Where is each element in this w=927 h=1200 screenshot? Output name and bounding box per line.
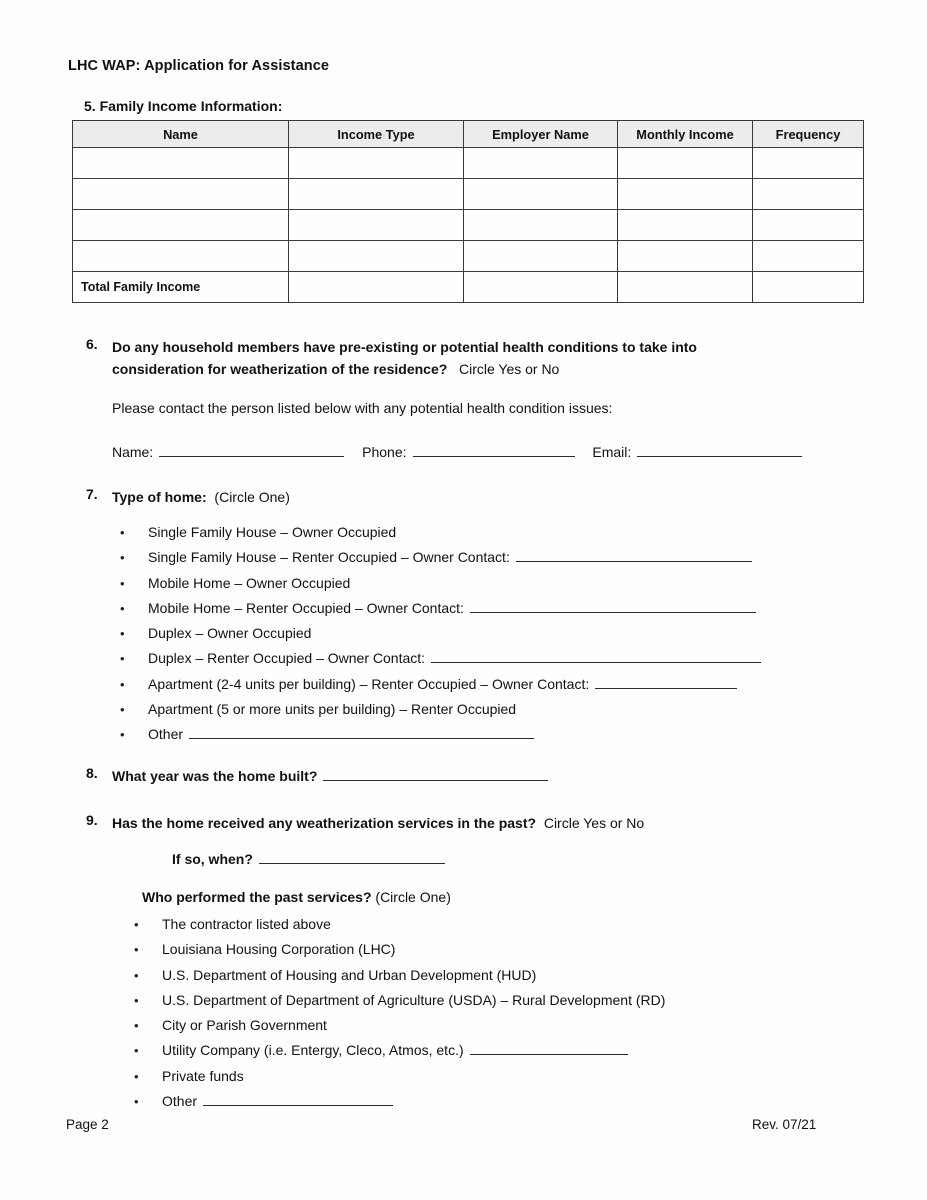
question-8-label: What year was the home built? [112, 768, 318, 784]
option-duplex-renter[interactable] [112, 646, 852, 671]
option-louisiana-housing-corporation[interactable] [126, 937, 866, 962]
question-6-circle-instruction: Circle Yes or No [458, 361, 560, 377]
section-5-heading: 5. Family Income Information: [84, 98, 283, 114]
name-field-input[interactable] [159, 443, 344, 457]
cell-income-type[interactable] [289, 148, 464, 179]
option-label: Apartment (5 or more units per building) – Renter Occupied [148, 701, 517, 718]
table-row[interactable] [73, 241, 864, 272]
cell-name[interactable] [73, 210, 289, 241]
option-label: Other [162, 1093, 198, 1110]
option-label: Utility Company (i.e. Entergy, Cleco, Atmos, etc.) [162, 1042, 464, 1059]
question-6-number: 6. [86, 336, 98, 352]
cell-monthly-income[interactable] [618, 210, 753, 241]
table-header-row [73, 121, 864, 148]
phone-field-input[interactable] [413, 443, 575, 457]
owner-contact-input[interactable] [431, 649, 761, 663]
option-single-family-renter[interactable] [112, 545, 852, 570]
owner-contact-input[interactable] [470, 599, 756, 613]
cell-name[interactable] [73, 241, 289, 272]
cell-income-type[interactable] [289, 272, 464, 303]
question-7-text [112, 486, 290, 508]
option-label: Mobile Home – Renter Occupied – Owner Contact: [148, 599, 464, 616]
cell-income-type[interactable] [289, 241, 464, 272]
column-header-employer-name: Employer Name [464, 121, 618, 148]
question-9-circle-instruction: Circle Yes or No [543, 815, 645, 831]
column-header-income-type: Income Type [289, 121, 464, 148]
who-performed-instruction: (Circle One) [375, 889, 451, 905]
option-duplex-owner[interactable] [112, 621, 852, 646]
question-6-contact-note: Please contact the person listed below with any potential health condition issues: [112, 400, 613, 416]
option-label: U.S. Department of Department of Agriculture (USDA) – Rural Development (RD) [162, 991, 666, 1008]
question-7-options [112, 520, 852, 748]
option-apartment-2-4-units[interactable] [112, 672, 852, 697]
cell-employer-name[interactable] [464, 148, 618, 179]
table-row[interactable] [73, 148, 864, 179]
question-9-label: Has the home received any weatherization services in the past? [112, 815, 537, 831]
cell-monthly-income[interactable] [618, 148, 753, 179]
option-other[interactable] [126, 1089, 866, 1114]
column-header-name: Name [73, 121, 289, 148]
document-title: LHC WAP: Application for Assistance [68, 58, 330, 74]
option-label: U.S. Department of Housing and Urban Development (HUD) [162, 966, 537, 983]
option-contractor-listed-above[interactable] [126, 912, 866, 937]
question-7-circle-instruction: (Circle One) [214, 489, 290, 505]
option-label: Mobile Home – Owner Occupied [148, 574, 351, 591]
question-9-if-so-when [172, 848, 445, 870]
table-total-row[interactable] [73, 272, 864, 303]
option-label: Other [148, 726, 184, 743]
option-utility-company[interactable] [126, 1038, 866, 1063]
option-label: Single Family House – Owner Occupied [148, 524, 397, 540]
cell-monthly-income[interactable] [618, 241, 753, 272]
cell-employer-name[interactable] [464, 179, 618, 210]
cell-name[interactable] [73, 148, 289, 179]
question-6-line2: consideration for weatherization of the residence? [112, 361, 448, 377]
option-label: Private funds [162, 1067, 244, 1084]
phone-field-label: Phone: [362, 444, 407, 460]
question-6-contact-fields [112, 443, 802, 460]
column-header-monthly-income: Monthly Income [618, 121, 753, 148]
option-label: City or Parish Government [162, 1017, 327, 1034]
cell-income-type[interactable] [289, 210, 464, 241]
option-label: Single Family House – Renter Occupied – Owner Contact: [148, 549, 510, 566]
owner-contact-input[interactable] [516, 548, 752, 562]
table-row[interactable] [73, 179, 864, 210]
cell-monthly-income[interactable] [618, 272, 753, 303]
cell-frequency[interactable] [753, 272, 864, 303]
question-7-number: 7. [86, 486, 98, 502]
question-8-text [112, 765, 548, 787]
cell-frequency[interactable] [753, 210, 864, 241]
cell-monthly-income[interactable] [618, 179, 753, 210]
question-7-label: Type of home: [112, 489, 207, 505]
question-9-number: 9. [86, 812, 98, 828]
email-field-input[interactable] [637, 443, 802, 457]
option-usda-rural-development[interactable] [126, 988, 866, 1013]
option-label: Louisiana Housing Corporation (LHC) [162, 941, 396, 958]
cell-employer-name[interactable] [464, 272, 618, 303]
question-9-text [112, 812, 644, 834]
option-label: Duplex – Owner Occupied [148, 625, 312, 642]
other-input[interactable] [203, 1092, 393, 1106]
cell-frequency[interactable] [753, 148, 864, 179]
question-9-who-performed [142, 886, 451, 908]
question-9-options [126, 912, 866, 1114]
question-6-text [112, 336, 852, 380]
total-family-income-label: Total Family Income [73, 272, 289, 303]
option-label: Duplex – Renter Occupied – Owner Contact: [148, 650, 426, 667]
revision-footer: Rev. 07/21 [752, 1117, 817, 1132]
other-input[interactable] [189, 725, 534, 739]
year-built-input[interactable] [323, 767, 548, 781]
option-mobile-home-renter[interactable] [112, 596, 852, 621]
option-label: Apartment (2-4 units per building) – Renter Occupied – Owner Contact: [148, 675, 590, 692]
option-other[interactable] [112, 722, 852, 747]
option-city-or-parish-government[interactable] [126, 1013, 866, 1038]
option-mobile-home-owner[interactable] [112, 571, 852, 596]
who-performed-label: Who performed the past services? [142, 889, 372, 905]
page-number-footer: Page 2 [66, 1117, 109, 1132]
cell-name[interactable] [73, 179, 289, 210]
if-so-when-input[interactable] [259, 850, 445, 864]
option-private-funds[interactable] [126, 1064, 866, 1089]
table-row[interactable] [73, 210, 864, 241]
option-single-family-owner[interactable] [112, 520, 852, 545]
table-body [73, 148, 864, 303]
cell-employer-name[interactable] [464, 241, 618, 272]
question-8-number: 8. [86, 765, 98, 781]
option-apartment-5-plus-units[interactable] [112, 697, 852, 722]
name-field-label: Name: [112, 444, 154, 460]
cell-frequency[interactable] [753, 241, 864, 272]
if-so-when-label: If so, when? [172, 851, 253, 867]
email-field-label: Email: [592, 444, 632, 460]
option-label: The contractor listed above [162, 916, 331, 932]
utility-company-input[interactable] [470, 1041, 628, 1055]
cell-income-type[interactable] [289, 179, 464, 210]
cell-employer-name[interactable] [464, 210, 618, 241]
cell-frequency[interactable] [753, 179, 864, 210]
owner-contact-input[interactable] [595, 675, 737, 689]
question-6-line1: Do any household members have pre-existing or potential health conditions to take into [112, 339, 697, 355]
option-hud[interactable] [126, 963, 866, 988]
family-income-table [72, 120, 864, 303]
column-header-frequency: Frequency [753, 121, 864, 148]
